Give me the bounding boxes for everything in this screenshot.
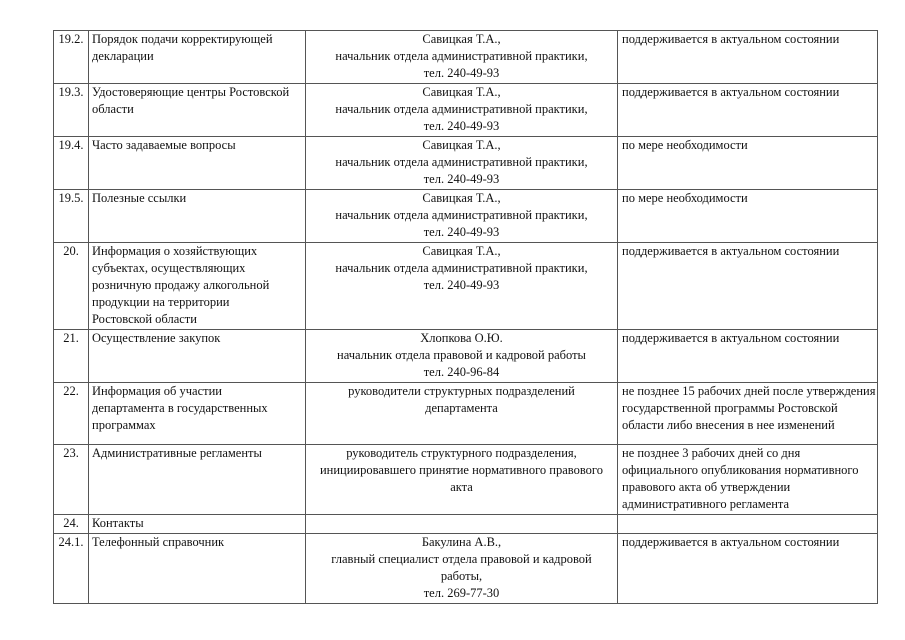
update-term-line: государственной программы Ростовской	[622, 401, 838, 415]
section-title-line: декларации	[92, 49, 154, 63]
update-term-cell	[618, 515, 878, 534]
row-number: 24.	[54, 515, 89, 534]
section-title-line: программах	[92, 418, 156, 432]
section-title-cell	[89, 190, 306, 243]
section-title-line: Осуществление закупок	[92, 331, 221, 345]
responsible-person-line: Савицкая Т.А.,	[422, 32, 501, 46]
responsible-person-line: Савицкая Т.А.,	[422, 138, 501, 152]
row-number: 19.4.	[54, 137, 89, 190]
section-title-line: Ростовской области	[92, 312, 197, 326]
update-term-cell	[618, 534, 878, 604]
responsible-person-line: начальник отдела административной практики,	[335, 261, 588, 275]
section-title-line: департамента в государственных	[92, 401, 268, 415]
responsible-person-line: руководитель структурного подразделения,	[346, 446, 577, 460]
update-term-cell	[618, 190, 878, 243]
update-term-line: поддерживается в актуальном состоянии	[622, 32, 840, 46]
responsible-person-line: тел. 269-77-30	[423, 586, 500, 600]
responsible-person-cell	[306, 383, 618, 445]
responsible-person-cell	[306, 534, 618, 604]
document-page	[53, 30, 878, 604]
responsible-person-cell	[306, 445, 618, 515]
responsible-person-line: акта	[450, 480, 473, 494]
section-title-cell	[89, 534, 306, 604]
table-row	[54, 190, 878, 243]
row-number: 19.5.	[54, 190, 89, 243]
section-title-cell	[89, 383, 306, 445]
responsible-person-line: Савицкая Т.А.,	[422, 85, 501, 99]
responsible-person-line: начальник отдела административной практики,	[335, 102, 588, 116]
section-title-cell	[89, 515, 306, 534]
responsible-person-line: начальник отдела правовой и кадровой работы	[337, 348, 586, 362]
table-row	[54, 515, 878, 534]
section-title-line: продукции на территории	[92, 295, 230, 309]
responsible-person-cell	[306, 515, 618, 534]
row-number: 23.	[54, 445, 89, 515]
update-term-line: официального опубликования нормативного	[622, 463, 859, 477]
table-row	[54, 534, 878, 604]
update-term-line: административного регламента	[622, 497, 790, 511]
responsible-person-line: руководители структурных подразделений	[348, 384, 575, 398]
update-term-cell	[618, 445, 878, 515]
responsible-person-cell	[306, 190, 618, 243]
update-term-cell	[618, 243, 878, 330]
update-term-cell	[618, 137, 878, 190]
update-term-cell	[618, 31, 878, 84]
section-title-line: Полезные ссылки	[92, 191, 187, 205]
section-title-line: Информация о хозяйствующих	[92, 244, 258, 258]
table-row	[54, 445, 878, 515]
responsible-person-line: инициировавшего принятие нормативного правового	[319, 463, 603, 477]
responsible-person-cell	[306, 31, 618, 84]
responsibility-table	[53, 30, 878, 604]
update-term-cell	[618, 330, 878, 383]
table-row	[54, 84, 878, 137]
section-title-line: розничную продажу алкогольной	[92, 278, 270, 292]
responsible-person-line: начальник отдела административной практики,	[335, 208, 588, 222]
update-term-line: поддерживается в актуальном состоянии	[622, 85, 840, 99]
responsible-person-line: тел. 240-49-93	[423, 66, 500, 80]
update-term-line: не позднее 3 рабочих дней со дня	[622, 446, 801, 460]
responsible-person-line: тел. 240-49-93	[423, 119, 500, 133]
section-title-cell	[89, 330, 306, 383]
update-term-line: правового акта об утверждении	[622, 480, 791, 494]
row-number: 24.1.	[54, 534, 89, 604]
responsible-person-line: департамента	[425, 401, 498, 415]
section-title-line: субъектах, осуществляющих	[92, 261, 246, 275]
section-title-cell	[89, 31, 306, 84]
table-row	[54, 383, 878, 445]
responsible-person-line: Бакулина А.В.,	[421, 535, 502, 549]
section-title-line: области	[92, 102, 134, 116]
responsible-person-line: тел. 240-49-93	[423, 225, 500, 239]
table-body	[54, 31, 878, 604]
update-term-cell	[618, 84, 878, 137]
row-number: 22.	[54, 383, 89, 445]
section-title-line: Информация об участии	[92, 384, 222, 398]
row-number: 20.	[54, 243, 89, 330]
row-number: 19.3.	[54, 84, 89, 137]
responsible-person-line: начальник отдела административной практики,	[335, 49, 588, 63]
responsible-person-cell	[306, 330, 618, 383]
responsible-person-line: тел. 240-49-93	[423, 172, 500, 186]
section-title-line: Порядок подачи корректирующей	[92, 32, 273, 46]
section-title-line: Телефонный справочник	[92, 535, 225, 549]
responsible-person-line: Савицкая Т.А.,	[422, 191, 501, 205]
section-title-cell	[89, 137, 306, 190]
responsible-person-line: тел. 240-96-84	[423, 365, 500, 379]
update-term-line: поддерживается в актуальном состоянии	[622, 244, 840, 258]
section-title-cell	[89, 243, 306, 330]
section-title-cell	[89, 445, 306, 515]
responsible-person-line: работы,	[440, 569, 483, 583]
update-term-line: поддерживается в актуальном состоянии	[622, 331, 840, 345]
table-row	[54, 243, 878, 330]
responsible-person-line: Савицкая Т.А.,	[422, 244, 501, 258]
section-title-line: Контакты	[92, 516, 144, 530]
responsible-person-cell	[306, 243, 618, 330]
update-term-line: не позднее 15 рабочих дней после утверждения	[622, 384, 876, 398]
row-number: 21.	[54, 330, 89, 383]
section-title-line: Часто задаваемые вопросы	[92, 138, 236, 152]
update-term-line: по мере необходимости	[622, 191, 748, 205]
responsible-person-line: главный специалист отдела правовой и кадровой	[331, 552, 592, 566]
table-row	[54, 137, 878, 190]
responsible-person-line: тел. 240-49-93	[423, 278, 500, 292]
table-row	[54, 330, 878, 383]
responsible-person-line: Хлопкова О.Ю.	[420, 331, 503, 345]
responsible-person-line: начальник отдела административной практики,	[335, 155, 588, 169]
update-term-line: по мере необходимости	[622, 138, 748, 152]
update-term-line: области либо внесения в нее изменений	[622, 418, 835, 432]
update-term-line: поддерживается в актуальном состоянии	[622, 535, 840, 549]
section-title-cell	[89, 84, 306, 137]
section-title-line: Административные регламенты	[92, 446, 262, 460]
row-number: 19.2.	[54, 31, 89, 84]
update-term-cell	[618, 383, 878, 445]
table-row	[54, 31, 878, 84]
section-title-line: Удостоверяющие центры Ростовской	[92, 85, 290, 99]
responsible-person-cell	[306, 84, 618, 137]
responsible-person-cell	[306, 137, 618, 190]
